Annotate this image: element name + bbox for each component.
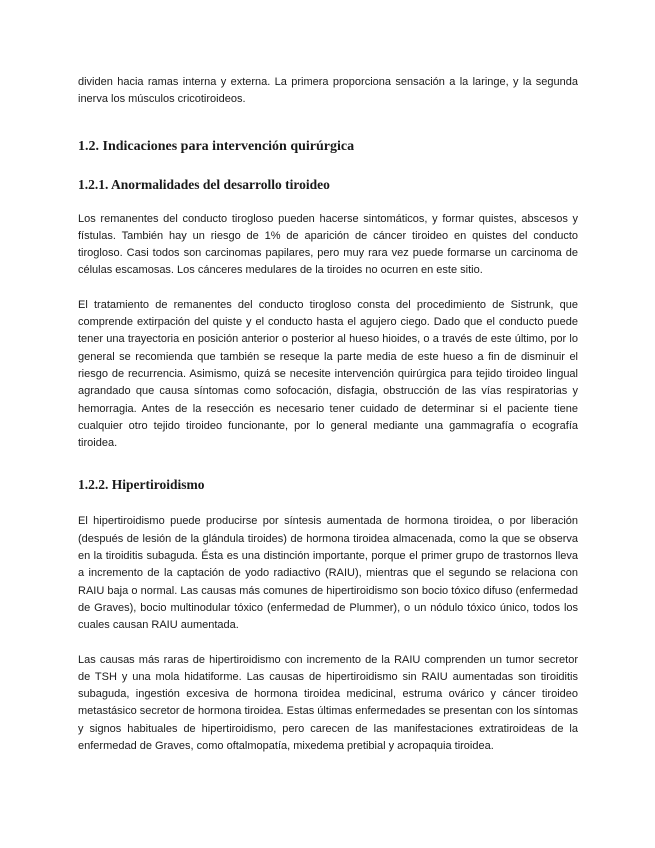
document-page: [78, 74, 578, 755]
paragraph-thyroglossal-remnants: Los remanentes del conducto tirogloso pueden hacerse sintomáticos, y formar quistes, abscesos y fístulas. También hay un riesgo de 1% de aparición de cáncer tiroideo en quistes del conducto tirogloso. Casi todos son carcinomas papilares, pero muy rara vez puede formarse un carcinoma de células escamosas. Los cánceres medulares de la tiroides no ocurren en este sitio.: [78, 212, 578, 277]
paragraph-rare-causes: Las causas más raras de hipertiroidismo con incremento de la RAIU comprenden un tumor secretor de TSH y una mola hidatiforme. Las causas de hipertiroidismo sin RAIU aumentadas son tiroiditis subaguda, ingestión excesiva de hormona tiroidea medicinal, estruma ovárico y cáncer tiroideo metastásico secretor de hormona tiroidea. Estas últimas enfermedades se presentan con los síntomas y signos habituales de hipertiroidismo, pero carecen de las manifestaciones extratiroideas de la enfermedad de Graves, como oftalmopatía, mixedema pretibial y acropaquia tiroidea.: [78, 653, 578, 753]
subsection-heading-hyperthyroidism: 1.2.2. Hipertiroidismo: [78, 477, 205, 493]
subsection-heading-developmental: 1.2.1. Anormalidades del desarrollo tiroideo: [78, 176, 330, 192]
intro-paragraph: dividen hacia ramas interna y externa. La primera proporciona sensación a la laringe, y la segunda inerva los músculos cricotiroideos.: [78, 76, 578, 106]
paragraph-sistrunk-treatment: El tratamiento de remanentes del conducto tirogloso consta del procedimiento de Sistrunk, que comprende extirpación del quiste y el conducto hasta el agujero ciego. Dado que el conducto puede tener una trayectoria en posición anterior o posterior al hueso hioides, o a través de este último, por lo general se recomienda que también se reseque la parte media de este hueso a fin de disminuir el riesgo de recurrencia. Asimismo, quizá se necesite intervención quirúrgica para tejido tiroideo lingual agrandado que causa síntomas como sofocación, disfagia, obstrucción de las vías respiratorias y hemorragia. Antes de la resección es necesario tener cuidado de determinar si el paciente tiene cualquier otro tejido tiroideo funcionante, por lo general mediante una gammagrafía o ecografía tiroidea.: [78, 298, 578, 450]
section-heading: 1.2. Indicaciones para intervención quirúrgica: [78, 138, 355, 154]
paragraph-hyperthyroidism-causes: El hipertiroidismo puede producirse por síntesis aumentada de hormona tiroidea, o por liberación (después de lesión de la glándula tiroides) de hormona tiroidea almacenada, como la que se observa en la tiroiditis subaguda. Ésta es una distinción importante, porque el primer grupo de trastornos lleva a incremento de la captación de yodo radiactivo (RAIU), mientras que el segundo se relaciona con RAIU baja o normal. Las causas más comunes de hipertiroidismo son bocio tóxico difuso (enfermedad de Graves), bocio multinodular tóxico (enfermedad de Plummer), o un nódulo tóxico único, todos los cuales causan RAIU aumentada.: [78, 515, 578, 632]
